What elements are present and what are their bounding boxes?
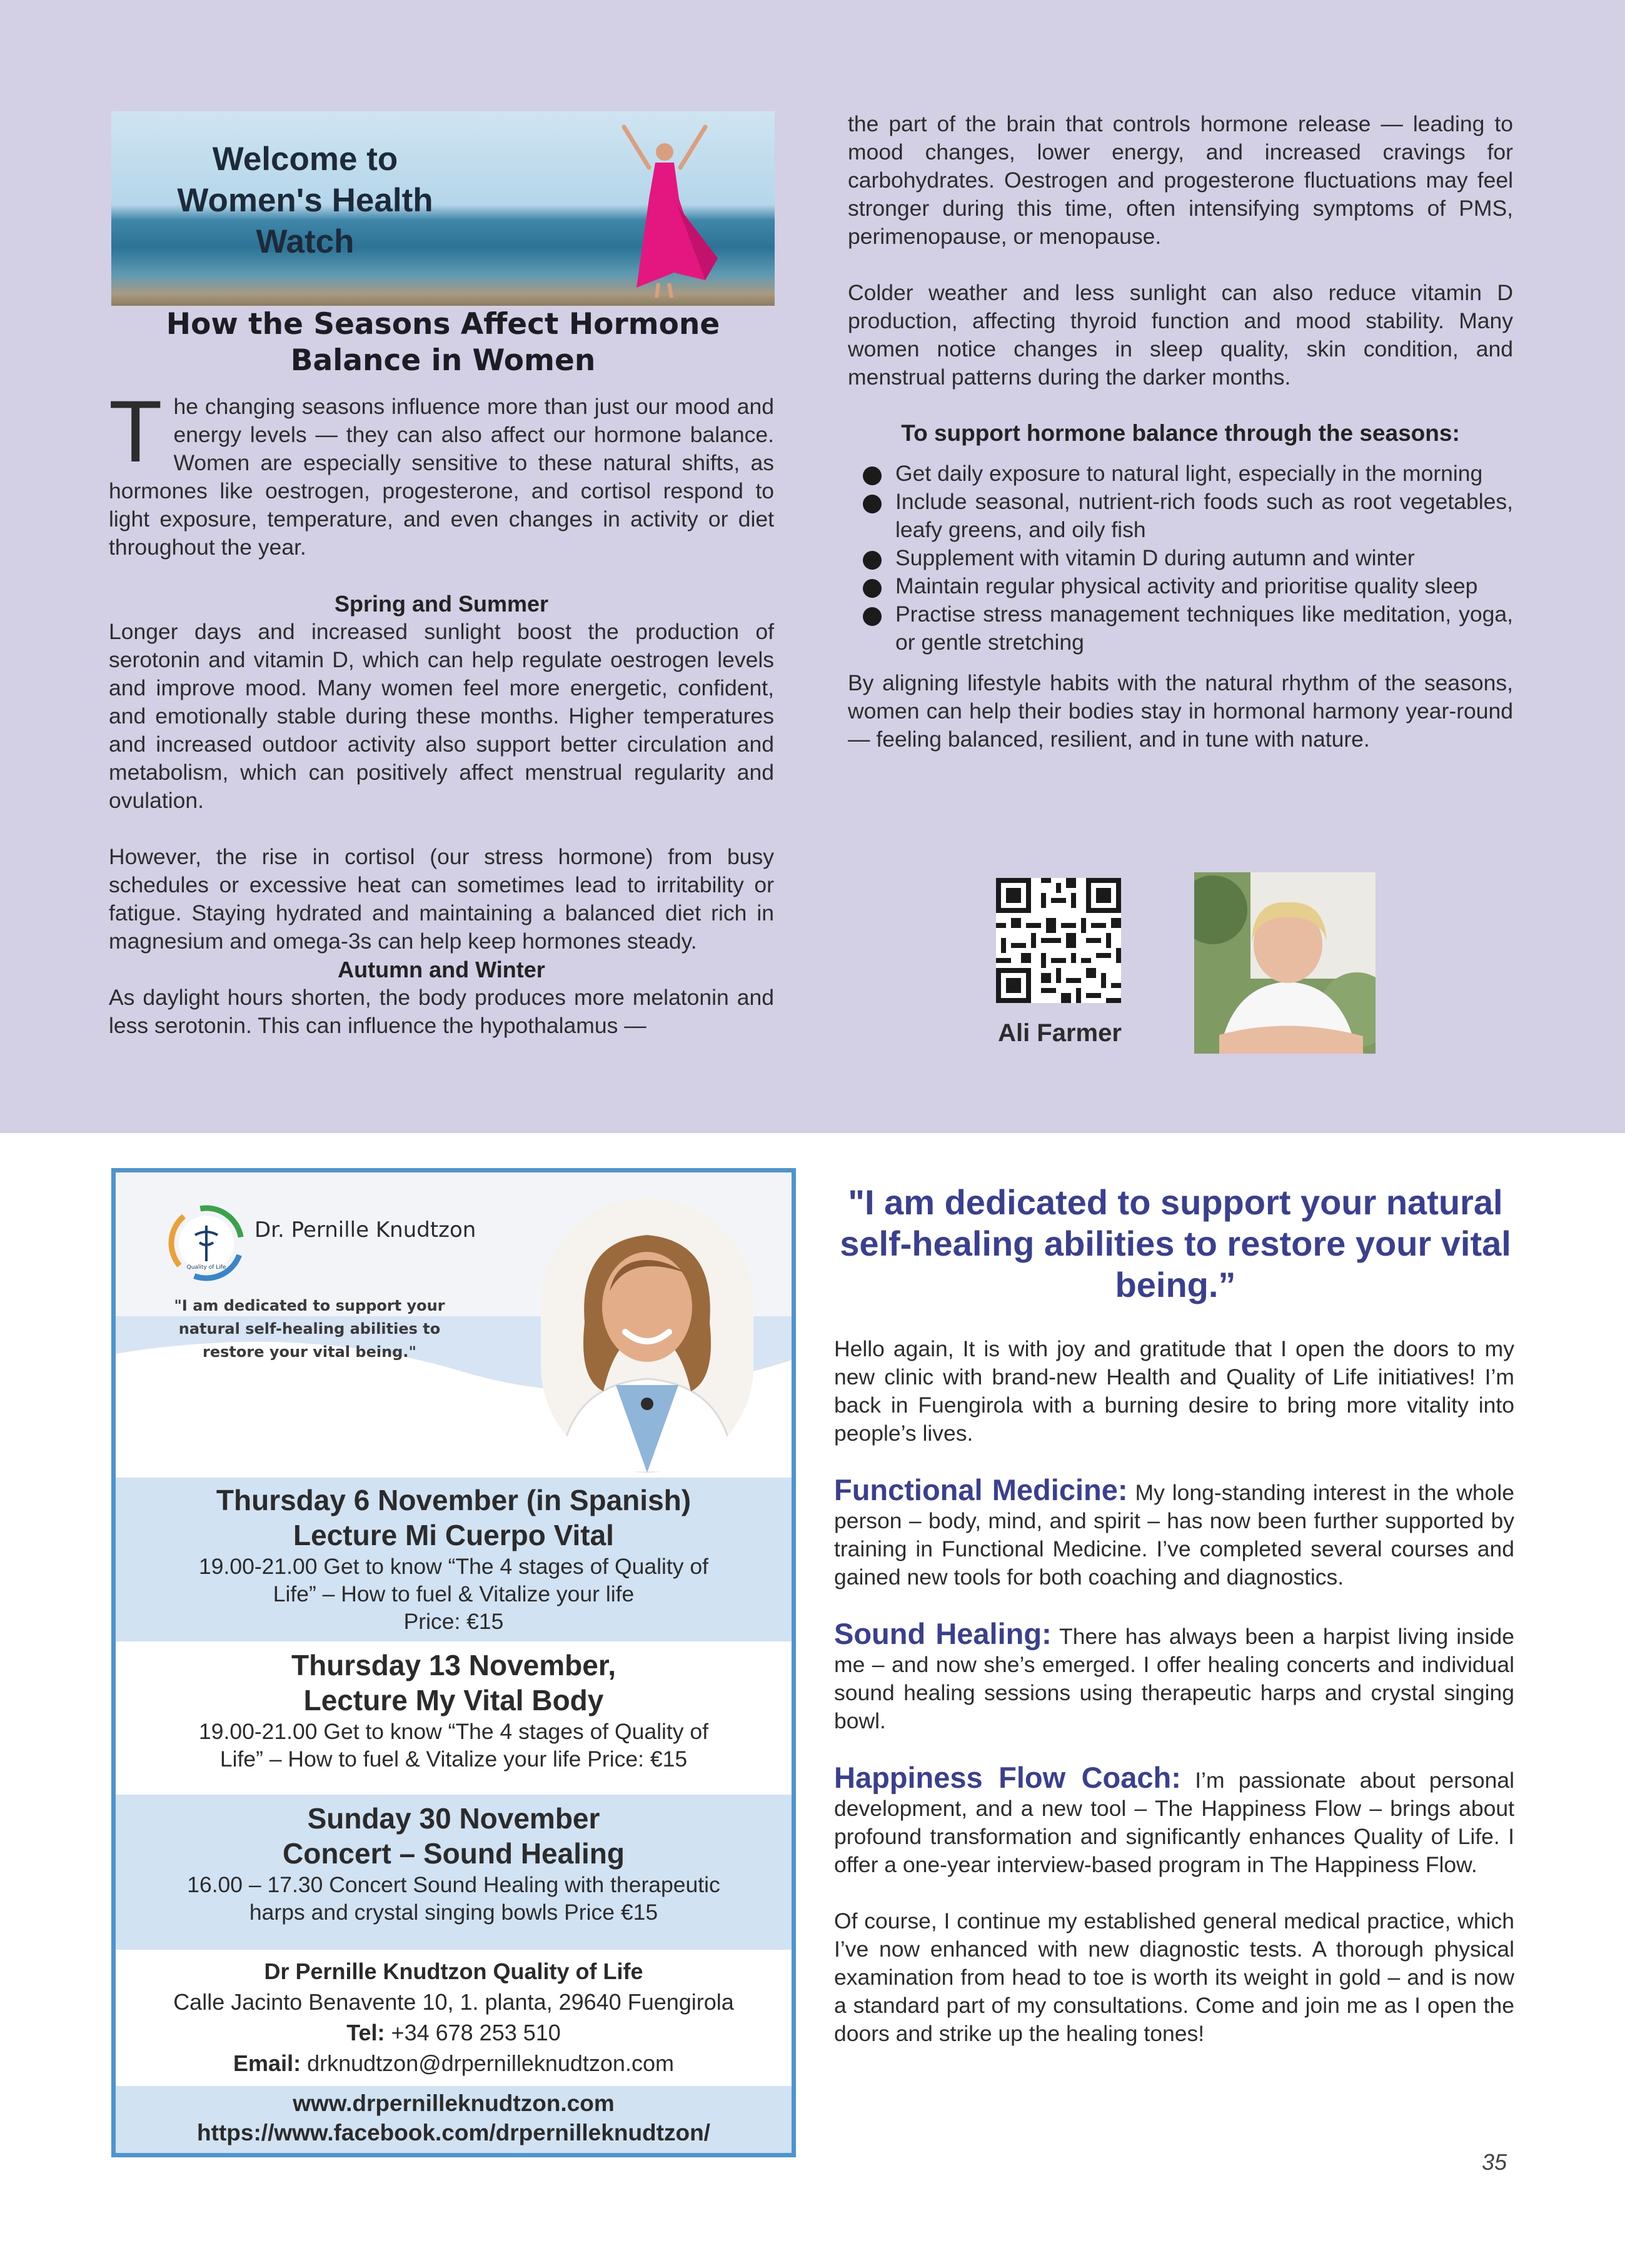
bullet-icon: [863, 466, 882, 485]
event-1: [116, 1478, 792, 1641]
tips-list: [848, 460, 1513, 657]
author-portrait-illustration: [1194, 872, 1376, 1054]
article-column-right: [848, 110, 1513, 753]
clinic-address: Calle Jacinto Benavente 10, 1. planta, 29640 Fuengirola: [173, 1989, 734, 2015]
autumn-paragraph-1: As daylight hours shorten, the body produces more melatonin and less serotonin. This can influence the hypothalamus —: [109, 985, 774, 1038]
event-3: [116, 1795, 792, 1950]
womens-health-section: [0, 0, 1625, 1133]
event-description: Life” – How to fuel & Vitalize your life Price: €15: [219, 1746, 688, 1772]
doctor-portrait-illustration: [541, 1197, 753, 1473]
event-price: Price: €15: [403, 1609, 504, 1634]
list-item: Supplement with vitamin D during autumn and winter: [848, 544, 1513, 572]
event-subtitle: Lecture My Vital Body: [303, 1684, 604, 1716]
clinic-name: Dr Pernille Knudtzon Quality of Life: [264, 1958, 643, 1984]
event-subtitle: Lecture Mi Cuerpo Vital: [293, 1519, 614, 1551]
list-item: Maintain regular physical activity and prioritise quality sleep: [848, 572, 1513, 600]
ad-header: [116, 1172, 792, 1478]
article-title: [111, 306, 775, 379]
doctor-photo: [541, 1197, 753, 1473]
author-name: Ali Farmer: [998, 1019, 1122, 1047]
conclusion-paragraph: By aligning lifestyle habits with the natural rhythm of the seasons, women can help their bodies stay in hormonal harmony year-round — feeling balanced, resilient, and in tune with nature.: [848, 670, 1513, 752]
clinic-advertisement: [111, 1168, 796, 2157]
event-subtitle: Concert – Sound Healing: [283, 1837, 625, 1870]
event-description: 19.00-21.00 Get to know “The 4 stages of Quality of: [199, 1554, 708, 1579]
feature-column: [834, 1335, 1514, 2076]
event-description: 19.00-21.00 Get to know “The 4 stages of Quality of: [199, 1719, 708, 1744]
feature-intro: Hello again, It is with joy and gratitude that I open the doors to my new clinic with brand-new Health and Quality of Life initiatives! I’m back in Fuengirola with a burning desire to bring more vitality into people’s lives.: [834, 1336, 1514, 1446]
facebook-link[interactable]: https://www.facebook.com/drpernilleknudtzon/: [197, 2120, 710, 2145]
banner-image: [111, 111, 775, 306]
qr-code-icon[interactable]: [996, 878, 1121, 1003]
event-2: [116, 1641, 792, 1795]
col2-paragraph-1: the part of the brain that controls hormone release — leading to mood changes, lower energy, and increased cravings for carbohydrates. Oestrogen and progesterone fluctuations may feel stronger during this time, often intensifying symptoms of PMS, perimenopause, or menopause.: [848, 111, 1513, 249]
functional-medicine-heading: Functional Medicine:: [834, 1473, 1128, 1506]
woman-on-beach-illustration: [611, 124, 724, 299]
spring-heading: Spring and Summer: [334, 591, 549, 617]
event-title: Thursday 13 November,: [291, 1649, 616, 1681]
list-item: Include seasonal, nutrient-rich foods such as root vegetables, leafy greens, and oily fish: [848, 488, 1513, 544]
clinic-phone[interactable]: Tel: +34 678 253 510: [346, 2020, 561, 2045]
doctor-name: Dr. Pernille Knudtzon: [254, 1217, 476, 1242]
spring-paragraph-1: Longer days and increased sunlight boost the production of serotonin and vitamin D, which can help regulate oestrogen levels and improve mood. Many women feel more energetic, confident, and emotionally stable during these months. Higher temperatures and increased outdoor activity also support better circulation and metabolism, which can positively affect menstrual regularity and ovulation.: [109, 619, 774, 813]
event-title: Thursday 6 November (in Spanish): [216, 1484, 692, 1516]
sound-healing-heading: Sound Healing:: [834, 1617, 1052, 1650]
clinic-email[interactable]: Email: drknudtzon@drpernilleknudtzon.com: [233, 2050, 674, 2076]
event-title: Sunday 30 November: [307, 1802, 600, 1835]
clinic-links: [116, 2086, 792, 2153]
ad-quote: "I am dedicated to support your natural self-healing abilities to restore your vital being.": [174, 1297, 445, 1361]
banner-title: Welcome to Women's Health Watch: [177, 141, 433, 260]
support-heading: To support hormone balance through the seasons:: [901, 420, 1460, 446]
event-description: Life” – How to fuel & Vitalize your life: [273, 1581, 635, 1606]
list-item: Practise stress management techniques like meditation, yoga, or gentle stretching: [848, 600, 1513, 657]
event-description: 16.00 – 17.30 Concert Sound Healing with therapeutic: [187, 1872, 720, 1897]
bullet-icon: [863, 495, 882, 513]
author-photo: [1194, 872, 1376, 1054]
intro-paragraph: [109, 382, 774, 562]
bullet-icon: [863, 579, 882, 598]
clinic-contact: [116, 1950, 792, 2086]
quality-of-life-logo-icon: [167, 1204, 246, 1283]
website-link[interactable]: www.drpernilleknudtzon.com: [293, 2090, 615, 2116]
feature-quote: "I am dedicated to support your natural self-healing abilities to restore your vital being.”: [840, 1182, 1511, 1304]
bullet-icon: [863, 551, 882, 570]
event-description: harps and crystal singing bowls Price €15: [249, 1900, 658, 1925]
closing-paragraph: Of course, I continue my established general medical practice, which I’ve now enhanced with new diagnostic tests. A thorough physical examination from head to toe is worth its weight in gold – and is now a standard part of my consultations. Come and join me as I open the doors and strike up the healing tones!: [834, 1908, 1514, 2046]
happiness-flow-heading: Happiness Flow Coach:: [834, 1761, 1181, 1794]
happiness-flow-paragraph: Happiness Flow Coach: I’m passionate about personal development, and a new tool – The Happiness Flow – brings about profound transformation and significantly enhances Quality of Life. I offer a one-year interview-based program in The Happiness Flow.: [834, 1761, 1514, 1877]
drop-cap: T: [109, 382, 163, 480]
bullet-icon: [863, 607, 882, 626]
list-item: Get daily exposure to natural light, especially in the morning: [848, 460, 1513, 488]
sound-healing-paragraph: Sound Healing: There has always been a harpist living inside me – and now she’s emerged. I offer healing concerts and individual sound healing sessions using therapeutic harps and crystal singing bowl.: [834, 1617, 1514, 1733]
article-column-left: [109, 382, 774, 1040]
svg-text:Quality of Life: Quality of Life: [186, 1264, 226, 1271]
functional-medicine-paragraph: Functional Medicine: My long-standing interest in the whole person – body, mind, and spirit – has now been further supported by training in Functional Medicine. I’ve completed several courses and gained new tools for both coaching and diagnostics.: [834, 1473, 1514, 1590]
autumn-heading: Autumn and Winter: [338, 957, 545, 982]
article-title-text: How the Seasons Affect Hormone Balance in Women: [166, 307, 720, 378]
spring-paragraph-2: However, the rise in cortisol (our stress hormone) from busy schedules or excessive heat can sometimes lead to irritability or fatigue. Staying hydrated and maintaining a balanced diet rich in magnesium and omega-3s can help keep hormones steady.: [109, 844, 774, 954]
col2-paragraph-2: Colder weather and less sunlight can also reduce vitamin D production, affecting thyroid function and mood stability. Many women notice changes in sleep quality, skin condition, and menstrual patterns during the darker months.: [848, 280, 1513, 390]
page-number: 35: [1482, 2149, 1507, 2175]
intro-text: he changing seasons influence more than just our mood and energy levels — they can also affect our hormone balance. Women are especially sensitive to these natural shifts, as hormones like oestrogen, progesterone, and cortisol respond to light exposure, temperature, and even changes in activity or diet throughout the year.: [109, 394, 774, 560]
